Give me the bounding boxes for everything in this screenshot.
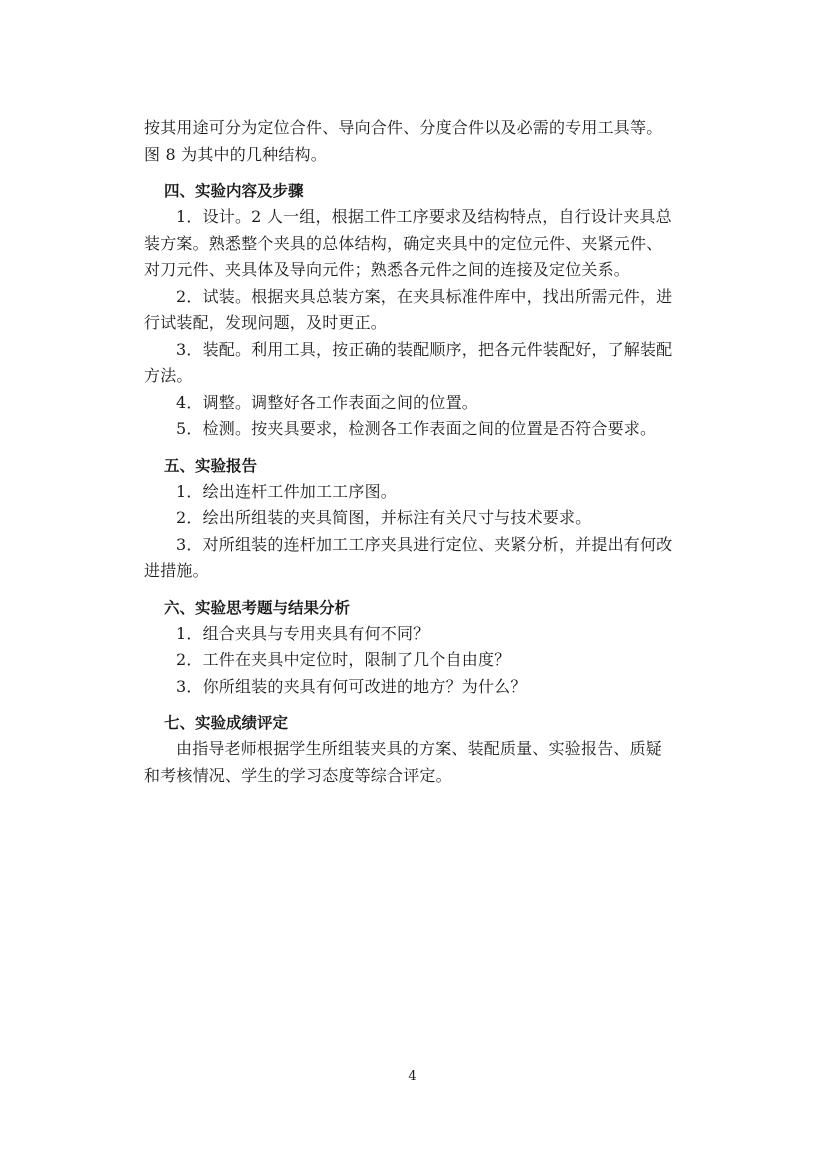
report-item-1: 1．绘出连杆工件加工工序图。 (176, 481, 397, 501)
section-heading-7: 七、实验成绩评定 (164, 714, 289, 732)
section-heading-6: 六、实验思考题与结果分析 (164, 598, 351, 617)
step-3-line: 方法。 (144, 366, 193, 385)
step-2-line: 2．试装。根据夹具总装方案，在夹具标准件库中，找出所需元件，进 (176, 286, 673, 306)
question-item-2: 2．工件在夹具中定位时，限制了几个自由度？ (176, 650, 511, 669)
section-heading-5: 五、实验报告 (164, 456, 258, 475)
step-4-line: 4．调整。调整好各工作表面之间的位置。 (176, 392, 478, 412)
report-item-3: 3．对所组装的连杆加工工序夹具进行定位、夹紧分析，并提出有何改 (176, 534, 673, 554)
step-2-line: 行试装配，发现问题，及时更正。 (144, 313, 388, 332)
step-1-line: 1．设计。2 人一组，根据工件工序要求及结构特点，自行设计夹具总 (176, 207, 672, 226)
step-5-line: 5．检测。按夹具要求，检测各工作表面之间的位置是否符合要求。 (176, 419, 657, 438)
question-item-3: 3．你所组装的夹具有何可改进的地方？为什么？ (176, 676, 527, 696)
grading-text: 和考核情况、学生的学习态度等综合评定。 (144, 765, 452, 785)
document-page (144, 115, 690, 789)
intro-line: 按其用途可分为定位合件、导向合件、分度合件以及必需的专用工具等。 (144, 118, 663, 137)
section-heading-4: 四、实验内容及步骤 (164, 182, 304, 200)
grading-text: 由指导老师根据学生所组装夹具的方案、装配质量、实验报告、质疑 (176, 739, 663, 758)
page-number: 4 (408, 1069, 417, 1084)
report-item-2: 2．绘出所组装的夹具简图，并标注有关尺寸与技术要求。 (176, 508, 592, 527)
intro-line: 图 8 为其中的几种结构。 (144, 144, 327, 164)
step-1-line: 对刀元件、夹具体及导向元件；熟悉各元件之间的连接及定位关系。 (144, 260, 631, 279)
step-1-line: 装方案。熟悉整个夹具的总体结构，确定夹具中的定位元件、夹紧元件、 (144, 233, 663, 253)
report-item-3: 进措施。 (144, 561, 209, 580)
question-item-1: 1．组合夹具与专用夹具有何不同？ (176, 623, 430, 643)
step-3-line: 3．装配。利用工具，按正确的装配顺序，把各元件装配好，了解装配 (176, 339, 673, 359)
